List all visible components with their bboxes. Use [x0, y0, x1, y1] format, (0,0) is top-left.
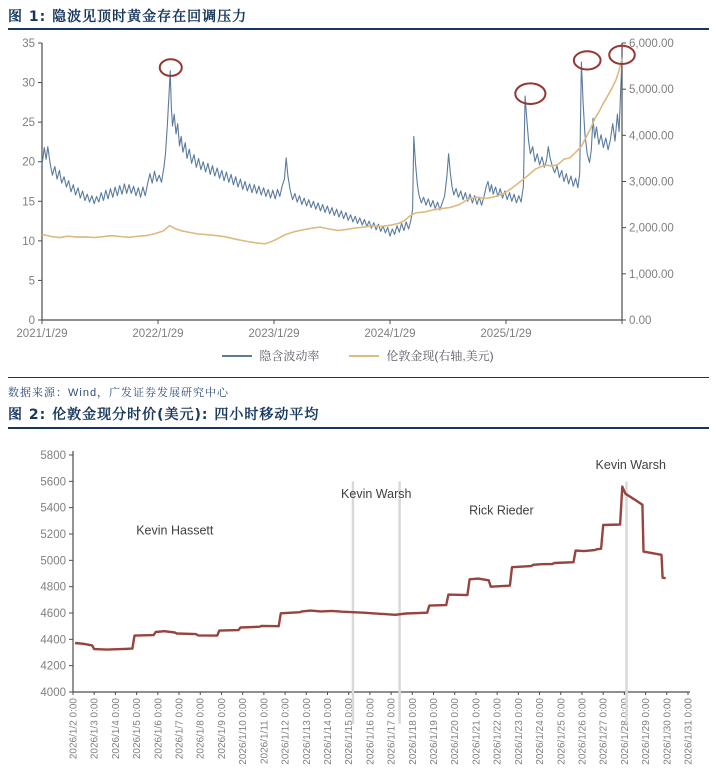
x-tick-label: 2026/1/7 0:00 [174, 698, 186, 760]
y-tick-label: 5400 [40, 502, 66, 515]
y-left-tick-label: 0 [28, 315, 35, 327]
chart1-implied-vol-vs-gold [0, 34, 716, 344]
series-gold-4h-ma [75, 487, 666, 650]
x-tick-label: 2026/1/18 0:00 [407, 698, 419, 765]
y-left-tick-label: 35 [22, 38, 35, 50]
data-source: 数据来源：Wind，广发证券发展研究中心 [8, 387, 230, 399]
y-tick-label: 4200 [40, 660, 66, 673]
y-right-tick-label: 5,000.00 [629, 84, 674, 97]
y-right-tick-label: 3,000.00 [629, 176, 674, 189]
source-divider [8, 377, 709, 378]
x-tick-label: 2026/1/4 0:00 [110, 698, 122, 760]
y-left-tick-label: 10 [22, 235, 35, 248]
fed-chair-candidate-annotation: Rick Rieder [469, 503, 534, 518]
x-tick-label: 2026/1/23 0:00 [513, 698, 525, 765]
y-right-tick-label: 2,000.00 [629, 222, 674, 235]
x-tick-label: 2026/1/3 0:00 [89, 698, 101, 760]
x-tick-label: 2026/1/22 0:00 [492, 698, 504, 765]
series-implied-vol [42, 56, 622, 236]
y-left-tick-label: 25 [22, 117, 35, 130]
x-tick-label: 2026/1/6 0:00 [153, 698, 165, 760]
legend-line-implied-vol [222, 355, 252, 357]
fed-chair-candidate-annotation: Kevin Hassett [136, 523, 214, 538]
y-tick-label: 4800 [40, 581, 66, 594]
x-tick-label: 2021/1/29 [16, 328, 68, 340]
legend-label-implied-vol: 隐含波动率 [259, 349, 320, 363]
y-tick-label: 5200 [40, 529, 66, 541]
figure1-title: 图 1: 隐波见顶时黄金存在回调压力 [8, 9, 248, 25]
x-tick-label: 2026/1/31 0:00 [683, 698, 695, 765]
y-right-tick-label: 4,000.00 [629, 130, 674, 143]
x-tick-label: 2022/1/29 [132, 328, 184, 340]
vol-peak-circle-annotation [574, 51, 601, 69]
y-tick-label: 5000 [40, 555, 66, 568]
y-right-tick-label: 0.00 [629, 315, 652, 327]
x-tick-label: 2026/1/15 0:00 [344, 698, 356, 765]
x-tick-label: 2026/1/5 0:00 [132, 698, 144, 760]
y-left-tick-label: 15 [22, 196, 35, 209]
x-tick-label: 2026/1/30 0:00 [662, 698, 674, 765]
x-tick-label: 2025/1/29 [480, 328, 532, 340]
chart1-legend [0, 347, 716, 364]
figure2-title: 图 2: 伦敦金现分时价(美元): 四小时移动平均 [8, 407, 320, 423]
figure1-title-divider [8, 28, 709, 30]
y-tick-label: 5800 [40, 450, 66, 462]
y-left-tick-label: 30 [22, 77, 35, 90]
y-tick-label: 4400 [40, 634, 66, 647]
x-tick-label: 2026/1/16 0:00 [365, 698, 377, 765]
x-tick-label: 2026/1/19 0:00 [429, 698, 441, 765]
fed-chair-candidate-annotation: Kevin Warsh [595, 457, 666, 472]
x-tick-label: 2026/1/10 0:00 [238, 698, 250, 765]
y-tick-label: 5600 [40, 476, 66, 489]
x-tick-label: 2026/1/13 0:00 [301, 698, 313, 765]
chart2-gold-intraday-step [0, 434, 716, 771]
x-tick-label: 2026/1/27 0:00 [598, 698, 610, 765]
x-tick-label: 2023/1/29 [248, 328, 300, 340]
series-london-gold [42, 59, 622, 244]
x-tick-label: 2026/1/9 0:00 [216, 698, 228, 760]
x-tick-label: 2026/1/20 0:00 [450, 698, 462, 765]
y-right-tick-label: 6,000.00 [629, 38, 674, 50]
x-tick-label: 2026/1/28 0:00 [619, 698, 631, 765]
y-tick-label: 4600 [40, 608, 66, 620]
legend-label-london-gold: 伦敦金现(右轴,美元) [386, 349, 494, 363]
y-tick-label: 4000 [40, 687, 66, 699]
x-tick-label: 2026/1/29 0:00 [641, 698, 653, 765]
figure2-title-divider [8, 427, 709, 429]
x-tick-label: 2024/1/29 [364, 328, 416, 340]
x-tick-label: 2026/1/17 0:00 [386, 698, 398, 765]
x-tick-label: 2026/1/2 0:00 [68, 698, 80, 760]
legend-line-london-gold [349, 355, 379, 357]
x-tick-label: 2026/1/26 0:00 [577, 698, 589, 765]
x-tick-label: 2026/1/21 0:00 [471, 698, 483, 765]
x-tick-label: 2026/1/24 0:00 [535, 698, 547, 765]
x-tick-label: 2026/1/14 0:00 [322, 698, 334, 765]
vol-peak-circle-annotation [515, 83, 545, 104]
x-tick-label: 2026/1/25 0:00 [556, 698, 568, 765]
x-tick-label: 2026/1/11 0:00 [259, 698, 271, 764]
legend-item-implied-vol [222, 347, 319, 364]
fed-chair-candidate-annotation: Kevin Warsh [341, 486, 412, 501]
y-left-tick-label: 5 [28, 275, 35, 288]
legend-item-london-gold [349, 347, 493, 364]
y-left-tick-label: 20 [22, 156, 35, 169]
x-tick-label: 2026/1/12 0:00 [280, 698, 292, 765]
y-right-tick-label: 1,000.00 [629, 268, 674, 281]
x-tick-label: 2026/1/8 0:00 [195, 698, 207, 760]
